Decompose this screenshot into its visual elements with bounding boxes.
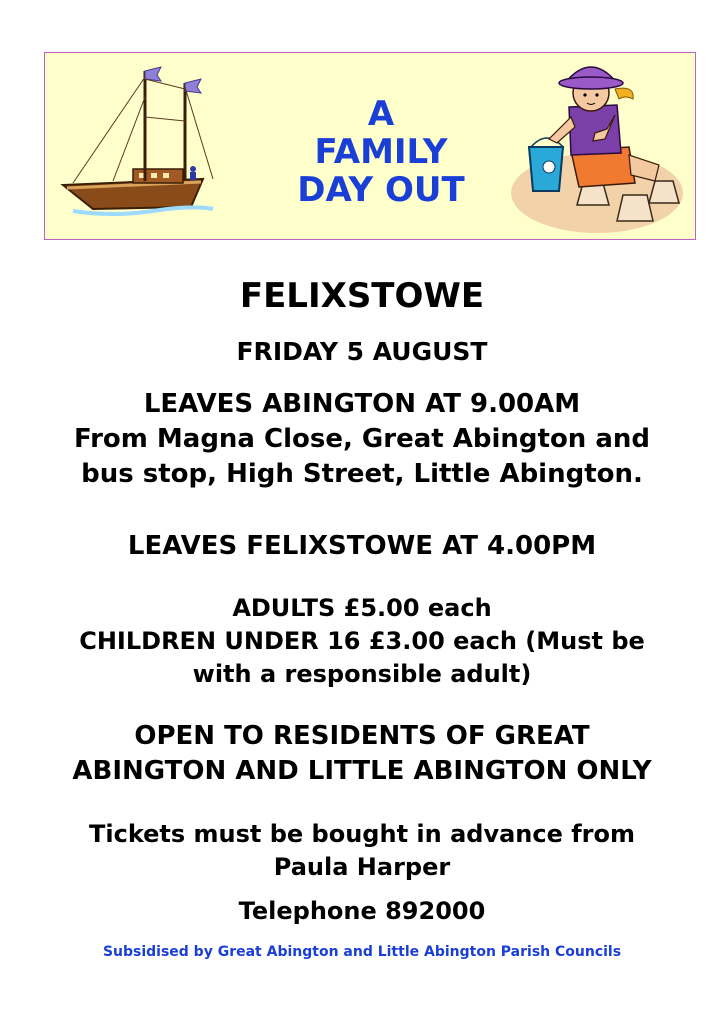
tickets-contact-name: Paula Harper — [273, 853, 451, 881]
departure-detail-line: bus stop, High Street, Little Abington. — [81, 459, 643, 489]
child-price-line: with a responsible adult) — [192, 660, 532, 688]
banner-title-line: DAY OUT — [297, 170, 465, 210]
departure-heading: LEAVES ABINGTON AT 9.00AM — [143, 389, 581, 419]
banner-title — [281, 95, 481, 209]
sailing-ship-icon — [53, 57, 223, 225]
eligibility-line: ABINGTON AND LITTLE ABINGTON ONLY — [72, 756, 652, 786]
destination-heading: FELIXSTOWE — [239, 276, 485, 316]
banner-title-line: FAMILY — [314, 132, 448, 172]
header-banner — [44, 52, 696, 240]
adult-price: ADULTS £5.00 each — [232, 594, 492, 622]
banner-title-line: A — [367, 94, 395, 134]
tickets-line: Tickets must be bought in advance from — [89, 820, 635, 848]
return-time: LEAVES FELIXSTOWE AT 4.00PM — [127, 531, 597, 561]
child-price-line: CHILDREN UNDER 16 £3.00 each (Must be — [79, 627, 645, 655]
sponsor-footer: Subsidised by Great Abington and Little Abington Parish Councils — [102, 944, 622, 960]
child-building-sandcastle-icon — [509, 55, 687, 237]
eligibility-line: OPEN TO RESIDENTS OF GREAT — [134, 721, 590, 751]
trip-date: FRIDAY 5 AUGUST — [236, 337, 488, 366]
telephone-number: Telephone 892000 — [238, 897, 486, 925]
departure-detail-line: From Magna Close, Great Abington and — [73, 424, 651, 454]
